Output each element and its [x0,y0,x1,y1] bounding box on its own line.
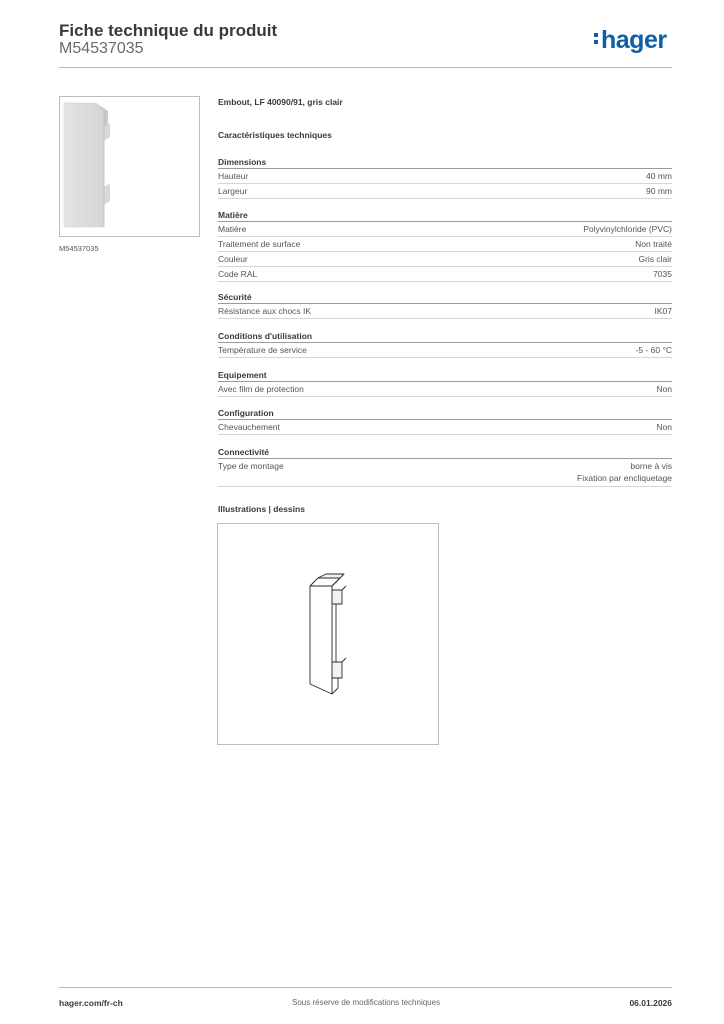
spec-row [218,420,672,435]
spec-row [218,169,672,184]
footer-disclaimer: Sous réserve de modifications techniques [292,998,441,1007]
spec-value: IK07 [654,306,672,316]
group-title: Sécurité [218,291,672,304]
document-title: Fiche technique du produit [59,21,278,40]
group-material [218,209,672,282]
spec-row [218,343,672,358]
spec-row [218,382,672,397]
illustrations-heading: Illustrations | dessins [218,504,305,514]
group-title: Equipement [218,369,672,382]
group-operating-conditions [218,330,672,358]
spec-value: Gris clair [638,254,672,264]
footer-website: hager.com/fr-ch [59,998,123,1008]
logo-dots-icon [594,33,599,47]
group-title: Dimensions [218,156,672,169]
spec-label: Hauteur [218,171,249,181]
spec-row [218,459,672,487]
end-cap-photo-icon [60,97,199,236]
hager-logo [594,26,667,55]
group-safety [218,291,672,319]
spec-label: Type de montage [218,461,284,471]
spec-row [218,252,672,267]
group-dimensions [218,156,672,199]
spec-value: 7035 [653,269,672,279]
image-caption: M54537035 [59,244,99,253]
spec-label: Code RAL [218,269,258,279]
spec-value: Non [656,422,672,432]
group-title: Configuration [218,407,672,420]
footer-divider [59,987,672,988]
spec-row [218,184,672,199]
illustration-drawing [217,523,439,745]
spec-label: Température de service [218,345,307,355]
product-code: M54537035 [59,40,144,57]
header-divider [59,67,672,68]
spec-value: 40 mm [646,171,672,181]
spec-value: Polyvinylchloride (PVC) [583,224,672,234]
group-title: Matière [218,209,672,222]
spec-value-line: Fixation par encliquetage [577,473,672,483]
group-title: Connectivité [218,446,672,459]
end-cap-drawing-icon [218,524,438,744]
spec-label: Avec film de protection [218,384,304,394]
product-name: Embout, LF 40090/91, gris clair [218,97,343,107]
group-configuration [218,407,672,435]
spec-label: Traitement de surface [218,239,301,249]
group-title: Conditions d'utilisation [218,330,672,343]
group-equipment [218,369,672,397]
spec-row [218,304,672,319]
footer-date: 06.01.2026 [629,998,672,1008]
logo-text: hager [601,26,667,54]
spec-row [218,222,672,237]
spec-label: Chevauchement [218,422,280,432]
spec-label: Matière [218,224,247,234]
spec-label: Largeur [218,186,248,196]
group-connectivity [218,446,672,487]
spec-value: Non [656,384,672,394]
spec-row [218,237,672,252]
spec-row [218,267,672,282]
spec-value: -5 - 60 °C [635,345,672,355]
section-heading: Caractéristiques techniques [218,130,332,140]
spec-value [577,460,672,484]
spec-label: Résistance aux chocs IK [218,306,312,316]
spec-value: Non traité [635,239,672,249]
product-image [59,96,200,237]
spec-label: Couleur [218,254,248,264]
spec-value-line: borne à vis [630,461,672,471]
spec-value: 90 mm [646,186,672,196]
